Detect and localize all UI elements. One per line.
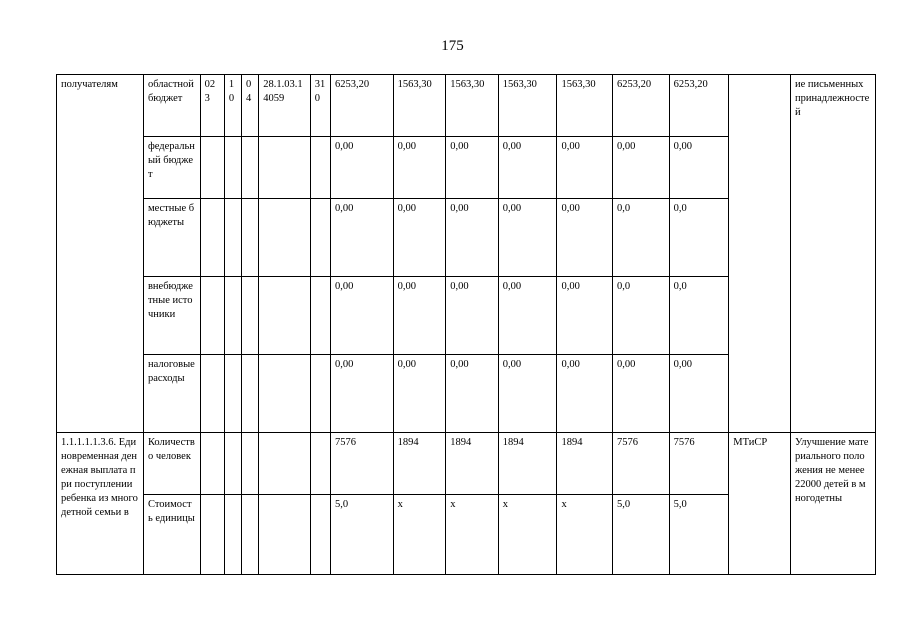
value-cell: 5,0 xyxy=(613,495,670,575)
code-type-cell xyxy=(310,277,330,355)
value-cell: 0,0 xyxy=(669,199,729,277)
code-section-cell: 10 xyxy=(224,75,241,137)
value-cell: 1563,30 xyxy=(498,75,557,137)
value-cell: х xyxy=(557,495,613,575)
value-cell: 1563,30 xyxy=(446,75,499,137)
funding-source-cell: налоговые расходы xyxy=(143,355,200,433)
value-cell: 6253,20 xyxy=(669,75,729,137)
indicator-cell: Количество человек xyxy=(143,433,200,495)
code-type-cell xyxy=(310,355,330,433)
value-cell: 0,00 xyxy=(557,355,613,433)
value-cell: 0,0 xyxy=(613,199,670,277)
value-cell: 0,00 xyxy=(498,277,557,355)
value-cell: 0,00 xyxy=(446,277,499,355)
value-cell: 1894 xyxy=(393,433,446,495)
result-cell: Улучшение материального положения не менее 22000 детей в многодетны xyxy=(790,433,875,575)
code-type-cell xyxy=(310,199,330,277)
code-target-cell xyxy=(259,137,311,199)
value-cell: 0,00 xyxy=(393,277,446,355)
code-target-cell xyxy=(259,355,311,433)
value-cell: 0,0 xyxy=(669,277,729,355)
value-cell: 7576 xyxy=(330,433,393,495)
code-ministry-cell xyxy=(200,433,224,495)
code-target-cell xyxy=(259,495,311,575)
value-cell: 0,00 xyxy=(446,137,499,199)
value-cell: 0,00 xyxy=(498,355,557,433)
code-section-cell xyxy=(224,495,241,575)
result-cell: ие письменных принадлежностей xyxy=(790,75,875,433)
funding-source-cell: внебюджетные источники xyxy=(143,277,200,355)
value-cell: 7576 xyxy=(613,433,670,495)
value-cell: 0,00 xyxy=(613,355,670,433)
table-row xyxy=(57,433,876,495)
code-ministry-cell: 023 xyxy=(200,75,224,137)
code-ministry-cell xyxy=(200,277,224,355)
executor-cell: МТиСР xyxy=(729,433,791,575)
funding-source-cell: местные бюджеты xyxy=(143,199,200,277)
funding-source-cell: федеральный бюджет xyxy=(143,137,200,199)
code-subsection-cell xyxy=(242,199,259,277)
code-ministry-cell xyxy=(200,137,224,199)
table-row xyxy=(57,75,876,137)
value-cell: х xyxy=(393,495,446,575)
budget-table xyxy=(56,74,876,575)
value-cell: 0,00 xyxy=(669,355,729,433)
code-ministry-cell xyxy=(200,355,224,433)
value-cell: 0,00 xyxy=(498,199,557,277)
value-cell: 0,00 xyxy=(498,137,557,199)
code-type-cell xyxy=(310,495,330,575)
value-cell: 5,0 xyxy=(330,495,393,575)
value-cell: 1894 xyxy=(446,433,499,495)
code-section-cell xyxy=(224,433,241,495)
code-target-cell xyxy=(259,199,311,277)
value-cell: 6253,20 xyxy=(330,75,393,137)
value-cell: 1894 xyxy=(557,433,613,495)
code-section-cell xyxy=(224,137,241,199)
indicator-cell: Стоимость единицы xyxy=(143,495,200,575)
value-cell: 0,00 xyxy=(669,137,729,199)
value-cell: 0,00 xyxy=(330,137,393,199)
value-cell: 5,0 xyxy=(669,495,729,575)
code-ministry-cell xyxy=(200,199,224,277)
code-subsection-cell xyxy=(242,355,259,433)
value-cell: х xyxy=(446,495,499,575)
value-cell: 0,00 xyxy=(393,355,446,433)
code-section-cell xyxy=(224,355,241,433)
value-cell: 1894 xyxy=(498,433,557,495)
value-cell: 6253,20 xyxy=(613,75,670,137)
code-target-cell: 28.1.03.14059 xyxy=(259,75,311,137)
value-cell: 0,00 xyxy=(330,199,393,277)
value-cell: 1563,30 xyxy=(557,75,613,137)
code-target-cell xyxy=(259,433,311,495)
value-cell: 0,00 xyxy=(557,199,613,277)
code-type-cell xyxy=(310,433,330,495)
value-cell: 0,00 xyxy=(393,199,446,277)
code-type-cell xyxy=(310,137,330,199)
code-section-cell xyxy=(224,277,241,355)
value-cell: 0,00 xyxy=(330,355,393,433)
code-ministry-cell xyxy=(200,495,224,575)
value-cell: 0,00 xyxy=(446,199,499,277)
code-subsection-cell xyxy=(242,277,259,355)
value-cell: х xyxy=(498,495,557,575)
value-cell: 0,0 xyxy=(613,277,670,355)
value-cell: 7576 xyxy=(669,433,729,495)
code-target-cell xyxy=(259,277,311,355)
executor-cell xyxy=(729,75,791,433)
code-subsection-cell xyxy=(242,495,259,575)
code-section-cell xyxy=(224,199,241,277)
measure-label-cell: 1.1.1.1.1.3.6. Единовременная денежная выплата при поступлении ребенка из многодетной семьи в xyxy=(57,433,144,575)
funding-source-cell: областной бюджет xyxy=(143,75,200,137)
code-subsection-cell xyxy=(242,433,259,495)
code-subsection-cell: 04 xyxy=(242,75,259,137)
value-cell: 0,00 xyxy=(557,137,613,199)
value-cell: 0,00 xyxy=(557,277,613,355)
page-number: 175 xyxy=(441,38,464,54)
code-subsection-cell xyxy=(242,137,259,199)
value-cell: 0,00 xyxy=(330,277,393,355)
measure-label-cell: получателям xyxy=(57,75,144,433)
code-type-cell: 310 xyxy=(310,75,330,137)
value-cell: 1563,30 xyxy=(393,75,446,137)
value-cell: 0,00 xyxy=(613,137,670,199)
value-cell: 0,00 xyxy=(393,137,446,199)
value-cell: 0,00 xyxy=(446,355,499,433)
